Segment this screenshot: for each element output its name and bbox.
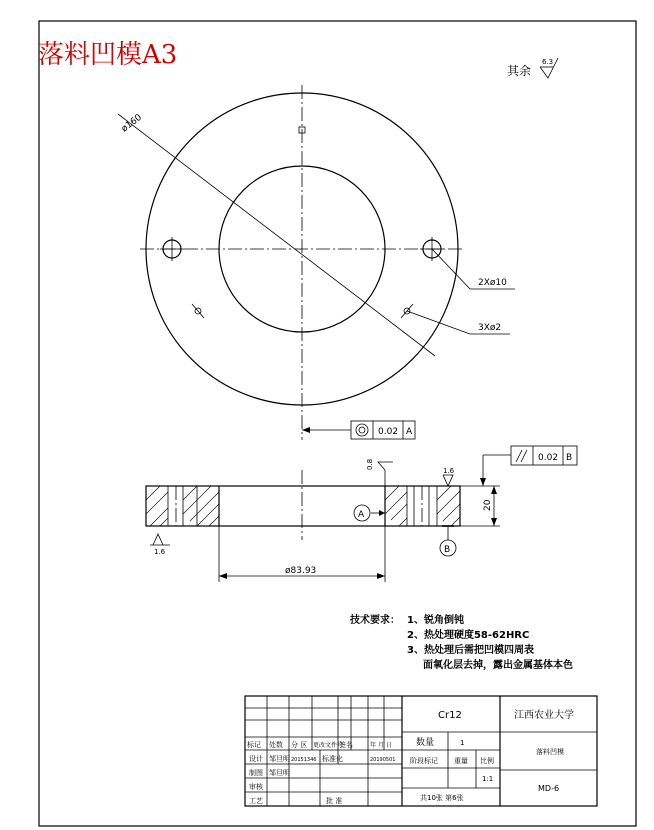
parallelism-frame — [480, 446, 577, 486]
drafter-label: 制图 — [249, 769, 263, 777]
section-outline — [146, 486, 460, 526]
parallelism-datum: B — [566, 453, 573, 463]
roughness-bottom: 1.6 — [154, 548, 166, 556]
roughness-bore: 0.8 — [366, 458, 374, 470]
concentricity-value: 0.02 — [378, 427, 399, 437]
scale-value: 1:1 — [482, 775, 494, 783]
drawing-no: MD-6 — [538, 784, 560, 793]
surface-roughness-value: 6.3 — [542, 58, 554, 66]
drafter: 邹旦明 — [269, 769, 290, 777]
quantity-label: 数量 — [416, 738, 435, 748]
tech-item-4: 面氧化层去掉，露出金属基体本色 — [423, 660, 573, 671]
design-date: 20190501 — [370, 757, 396, 763]
designer: 邹旦明 — [269, 755, 290, 763]
review-label: 审核 — [249, 783, 263, 791]
title-overlay: 落料凹模A3 — [38, 40, 178, 70]
stage-label: 阶段标记 — [410, 757, 438, 765]
approve-label: 批 准 — [326, 797, 343, 805]
std-label: 标准化 — [322, 755, 343, 763]
quantity-value: 1 — [460, 739, 465, 747]
holes2-label: 2Xø10 — [478, 278, 507, 288]
tech-heading: 技术要求： — [350, 615, 400, 626]
rev-header-4: 更改文件号 — [313, 742, 344, 749]
design-label: 设计 — [249, 755, 263, 763]
tech-item-3: 3、热处理后需把凹模四周表 — [407, 645, 534, 656]
rev-header-6: 年 月 日 — [370, 742, 392, 749]
tech-item-1: 1、锐角倒钝 — [407, 615, 464, 626]
datum-b-label: B — [444, 545, 451, 555]
rev-header-5: 签名 — [339, 741, 353, 749]
tech-item-2: 2、热处理硬度58-62HRC — [407, 630, 530, 641]
material: Cr12 — [438, 710, 462, 721]
holes3-label: 3Xø2 — [478, 323, 502, 333]
dia160-leader — [118, 114, 435, 356]
scale-label: 比例 — [480, 757, 494, 765]
parallelism-value: 0.02 — [538, 453, 559, 463]
part-name: 落料凹模 — [536, 748, 564, 756]
weight-label: 重量 — [454, 757, 468, 765]
sheet-border — [39, 21, 636, 826]
roughness-top: 1.6 — [443, 467, 455, 475]
thickness-label: 20 — [483, 499, 493, 511]
top-view — [118, 85, 515, 440]
holes2-leader — [432, 249, 470, 289]
rev-header-1: 标记 — [247, 741, 261, 749]
section-view — [146, 462, 500, 582]
sheets: 共10张 第6张 — [420, 794, 464, 802]
design-no: 20151346 — [291, 757, 317, 763]
holes3-leader — [407, 311, 470, 334]
hatch-right — [385, 486, 460, 526]
rev-header-3: 分 区 — [291, 741, 308, 749]
process-label: 工艺 — [249, 797, 263, 805]
surface-note-prefix: 其余 — [507, 64, 532, 78]
hatch-left — [146, 486, 219, 526]
dia160-label: ø160 — [119, 112, 144, 135]
rev-header-2: 处数 — [269, 741, 283, 749]
concentricity-datum: A — [406, 427, 413, 437]
concentricity-frame — [302, 421, 415, 439]
school: 江西农业大学 — [514, 710, 574, 721]
datum-a-label: A — [358, 510, 365, 520]
bore-label: ø83.93 — [285, 566, 317, 576]
